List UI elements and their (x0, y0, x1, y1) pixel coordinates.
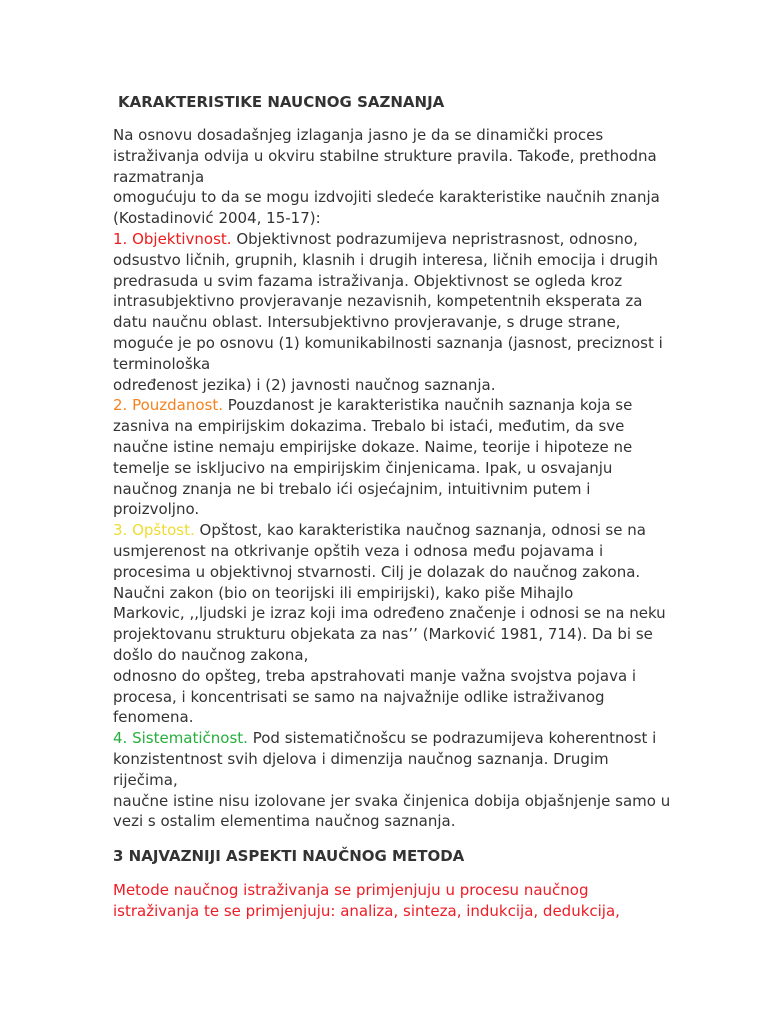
item-line: odnosno do opšteg, treba apstrahovati manje važna svojstva pojava i (113, 666, 637, 685)
item-text: Pod sistematičnošcu se podrazumijeva koherentnost i (247, 729, 657, 748)
item-line: naučnog znanja ne bi trebalo ići osjećajnim, intuitivnim putem i (113, 479, 591, 498)
item-label: 4. Sistematičnost. (113, 729, 248, 748)
item-line: došlo do naučnog zakona, (113, 645, 309, 664)
item-line: terminološka (113, 354, 211, 373)
item-line: procesima u objektivnoj stvarnosti. Cilj je dolazak do naučnog zakona. (113, 562, 641, 581)
item-line: konzistentnost svih djelova i dimenzija naučnog saznanja. Drugim (113, 749, 609, 768)
red-line: istraživanja te se primjenjuju: analiza, sinteza, indukcija, dedukcija, (113, 901, 620, 920)
item-line: određenost jezika) i (2) javnosti naučnog saznanja. (113, 375, 496, 394)
item-line: naučne istine nemaju empirijske dokaze. Naime, teorije i hipoteze ne (113, 437, 633, 456)
item-line: datu naučnu oblast. Intersubjektivno provjeravanje, s druge strane, (113, 313, 621, 332)
item-line: Markovic, ,,ljudski je izraz koji ima određeno značenje i odnosi se na neku (113, 604, 666, 623)
highlighted-paragraph (113, 880, 693, 922)
item-line: Naučni zakon (bio on teorijski ili empirijski), kako piše Mihajlo (113, 583, 574, 602)
item-line: proizvoljno. (113, 500, 200, 519)
item-label: 1. Objektivnost. (113, 229, 232, 248)
section-heading: KARAKTERISTIKE NAUCNOG SAZNANJA (118, 93, 445, 111)
item-line: temelje se iskljucivo na empirijskim činjenicama. Ipak, u osvajanju (113, 458, 613, 477)
intro-line: razmatranja (113, 167, 205, 186)
item-label: 2. Pouzdanost. (113, 396, 224, 415)
item-line: riječima, (113, 770, 178, 789)
list-item-sistematicnost (113, 728, 693, 832)
list-item-pouzdanost (113, 395, 693, 520)
item-line: predrasuda u svim fazama istraživanja. Objektivnost se ogleda kroz (113, 271, 623, 290)
item-line: intrasubjektivno provjeravanje nezavisnih, kompetentnih eksperata za (113, 292, 643, 311)
document-page (113, 92, 693, 922)
item-line: moguće je po osnovu (1) komunikabilnosti saznanja (jasnost, preciznost i (113, 333, 663, 352)
item-line: fenomena. (113, 708, 194, 727)
item-line: usmjerenost na otkrivanje opštih veza i odnosa među pojavama i (113, 541, 604, 560)
item-line: procesa, i koncentrisati se samo na najvažnije odlike istraživanog (113, 687, 605, 706)
intro-line: (Kostadinović 2004, 15-17): (113, 209, 321, 228)
intro-line: istraživanja odvija u okviru stabilne strukture pravila. Takođe, prethodna (113, 146, 657, 165)
item-text: Pouzdanost je karakteristika naučnih saznanja koja se (223, 396, 633, 415)
list-item-opstost (113, 520, 693, 728)
list-item-objektivnost (113, 229, 693, 395)
item-label: 3. Opštost. (113, 521, 195, 540)
item-text: Opštost, kao karakteristika naučnog saznanja, odnosi se na (194, 521, 646, 540)
item-line: naučne istine nisu izolovane jer svaka činjenica dobija objašnjenje samo u (113, 791, 671, 810)
section-heading: 3 NAJVAZNIJI ASPEKTI NAUČNOG METODA (113, 847, 465, 866)
item-line: projektovanu strukturu objekata za nas’’ (Marković 1981, 714). Da bi se (113, 625, 653, 644)
item-line: vezi s ostalim elementima naučnog saznanja. (113, 812, 456, 831)
intro-line: omogućuju to da se mogu izdvojiti sledeće karakteristike naučnih znanja (113, 188, 660, 207)
item-line: odsustvo ličnih, grupnih, klasnih i drugih interesa, ličnih emocija i drugih (113, 250, 658, 269)
intro-paragraph (113, 125, 693, 229)
item-line: zasniva na empirijskim dokazima. Trebalo bi istaći, međutim, da sve (113, 417, 625, 436)
red-line: Metode naučnog istraživanja se primjenjuju u procesu naučnog (113, 881, 589, 900)
item-text: Objektivnost podrazumijeva nepristrasnost, odnosno, (231, 229, 638, 248)
intro-line: Na osnovu dosadašnjeg izlaganja jasno je da se dinamički proces (113, 126, 604, 144)
